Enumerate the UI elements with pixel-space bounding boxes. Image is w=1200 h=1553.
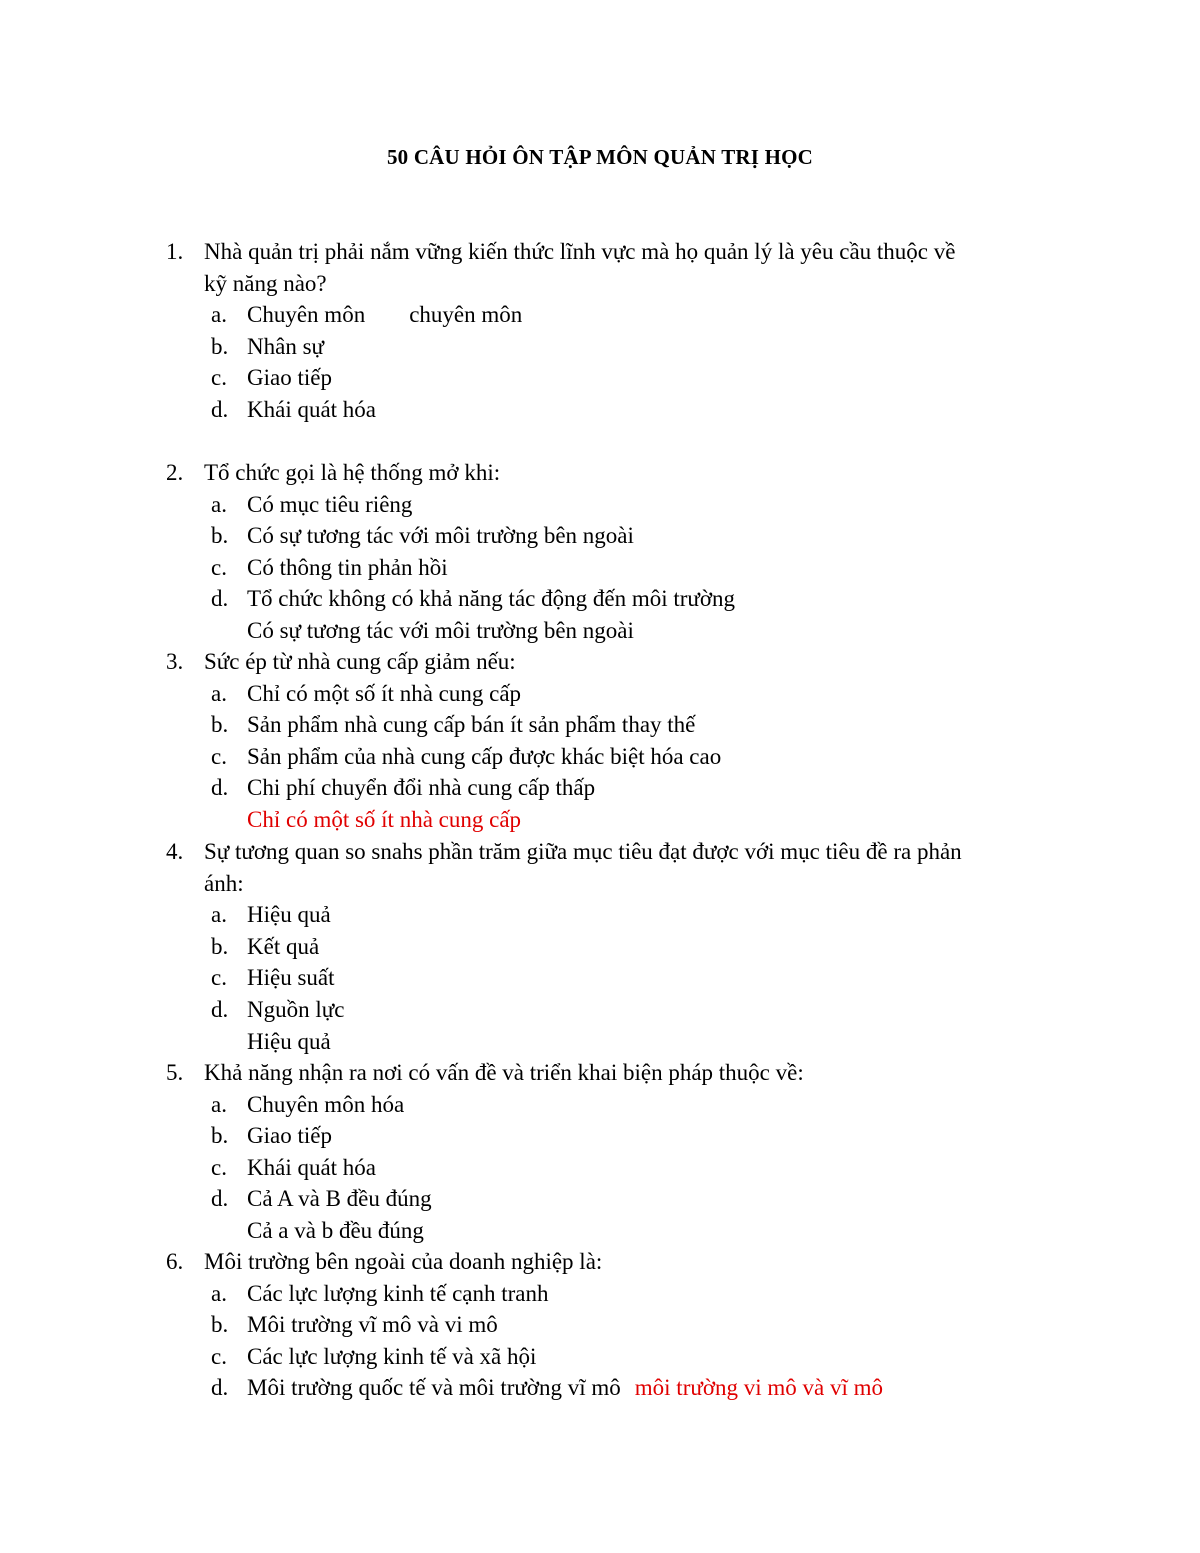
option-b [166,931,1066,963]
option-letter: b. [211,1123,229,1149]
option-text: Cả A và B đều đúng [247,1186,432,1212]
answer-line: Cả a và b đều đúng [247,1217,424,1243]
option-letter: c. [211,554,227,580]
option-text: Tổ chức không có khả năng tác động đến môi trường [247,586,736,612]
question-3 [166,646,1066,836]
option-c [166,962,1066,994]
question-text-line: Khả năng nhận ra nơi có vấn đề và triển khai biện pháp thuộc về: [204,1060,804,1085]
option-text: Nguồn lực [247,996,345,1022]
option-text: Giao tiếp [247,365,332,391]
option-text: Có mục tiêu riêng [247,491,413,517]
option-b [166,709,1066,741]
option-text: Môi trường quốc tế và môi trường vĩ mô [247,1375,621,1401]
option-letter: b. [211,523,229,549]
answer-line-highlighted: Chỉ có một số ít nhà cung cấp [247,806,522,832]
question-text [166,1246,1066,1278]
option-letter: d. [211,775,229,801]
inline-answer-highlighted: môi trường vi mô và vĩ mô [634,1375,884,1401]
option-a [166,299,1066,331]
option-text: Giao tiếp [247,1123,332,1149]
option-b [166,1120,1066,1152]
option-letter: b. [211,933,229,959]
question-text [166,646,1066,678]
question-4 [166,836,1066,1057]
option-letter: a. [211,1280,227,1306]
question-text [166,1057,1066,1089]
question-text-line: Môi trường bên ngoài của doanh nghiệp là: [204,1249,603,1274]
option-d [166,1183,1066,1215]
question-number: 5. [166,1060,184,1085]
answer-line: Hiệu quả [247,1028,331,1054]
option-letter: d. [211,586,229,612]
option-d [166,583,1066,615]
question-2 [166,457,1066,647]
question-number: 3. [166,649,184,674]
question-text-line: Sự tương quan so snahs phần trăm giữa mục tiêu đạt được với mục tiêu đề ra phản [204,839,962,864]
question-1 [166,236,1066,426]
option-letter: b. [211,333,229,359]
question-text-line: kỹ năng nào? [204,270,327,296]
option-b [166,1309,1066,1341]
option-a [166,1089,1066,1121]
option-letter: a. [211,1091,227,1117]
question-number: 1. [166,239,184,264]
option-text: Chuyên môn [247,302,366,328]
question-text [166,836,1066,868]
question-text-cont [166,868,1066,900]
option-d [166,394,1066,426]
option-text: Chỉ có một số ít nhà cung cấp [247,680,522,706]
option-letter: c. [211,365,227,391]
answer-line: Có sự tương tác với môi trường bên ngoài [247,617,634,643]
option-text: Các lực lượng kinh tế và xã hội [247,1343,537,1369]
option-text: Kết quả [247,933,320,959]
option-letter: d. [211,996,229,1022]
option-letter: b. [211,712,229,738]
option-text: Khái quát hóa [247,396,377,422]
option-letter: c. [211,1154,227,1180]
option-c [166,1341,1066,1373]
inline-answer: chuyên môn [409,302,523,328]
option-text: Khái quát hóa [247,1154,377,1180]
question-text [166,457,1066,489]
option-letter: a. [211,491,227,517]
option-b [166,331,1066,363]
option-letter: b. [211,1312,229,1338]
question-text-line: ánh: [204,870,244,896]
question-number: 4. [166,839,184,864]
question-text-line: Sức ép từ nhà cung cấp giảm nếu: [204,649,516,674]
option-a [166,678,1066,710]
option-text: Có thông tin phản hồi [247,554,448,580]
option-letter: a. [211,680,227,706]
option-text: Hiệu suất [247,965,335,991]
option-d [166,772,1066,804]
question-text-line: Tổ chức gọi là hệ thống mở khi: [204,460,501,485]
question-text-cont [166,268,1066,300]
option-letter: d. [211,396,229,422]
option-text: Các lực lượng kinh tế cạnh tranh [247,1280,549,1306]
option-text: Sản phẩm của nhà cung cấp được khác biệt hóa cao [247,743,722,769]
option-text: Môi trường vĩ mô và vi mô [247,1312,498,1338]
option-c [166,741,1066,773]
option-a [166,489,1066,521]
option-a [166,899,1066,931]
option-c [166,362,1066,394]
option-text: Hiệu quả [247,902,331,928]
question-number: 6. [166,1249,184,1274]
option-letter: c. [211,965,227,991]
question-5 [166,1057,1066,1247]
question-6 [166,1246,1066,1404]
option-c [166,1152,1066,1184]
option-c [166,552,1066,584]
option-letter: a. [211,902,227,928]
option-letter: d. [211,1375,229,1401]
page-title: 50 CÂU HỎI ÔN TẬP MÔN QUẢN TRỊ HỌC [386,145,814,169]
question-text-line: Nhà quản trị phải nắm vững kiến thức lĩnh vực mà họ quản lý là yêu cầu thuộc về [204,239,956,264]
option-text: Nhân sự [247,333,324,359]
question-number: 2. [166,460,184,485]
option-text: Có sự tương tác với môi trường bên ngoài [247,523,634,549]
option-letter: d. [211,1186,229,1212]
option-letter: c. [211,743,227,769]
option-b [166,520,1066,552]
option-text: Sản phẩm nhà cung cấp bán ít sản phẩm thay thế [247,712,696,738]
option-a [166,1278,1066,1310]
option-text: Chuyên môn hóa [247,1091,405,1117]
option-text: Chi phí chuyển đổi nhà cung cấp thấp [247,775,596,801]
option-d [166,1372,1066,1404]
option-letter: c. [211,1343,227,1369]
option-letter: a. [211,302,227,328]
option-d [166,994,1066,1026]
question-text [166,236,1066,268]
